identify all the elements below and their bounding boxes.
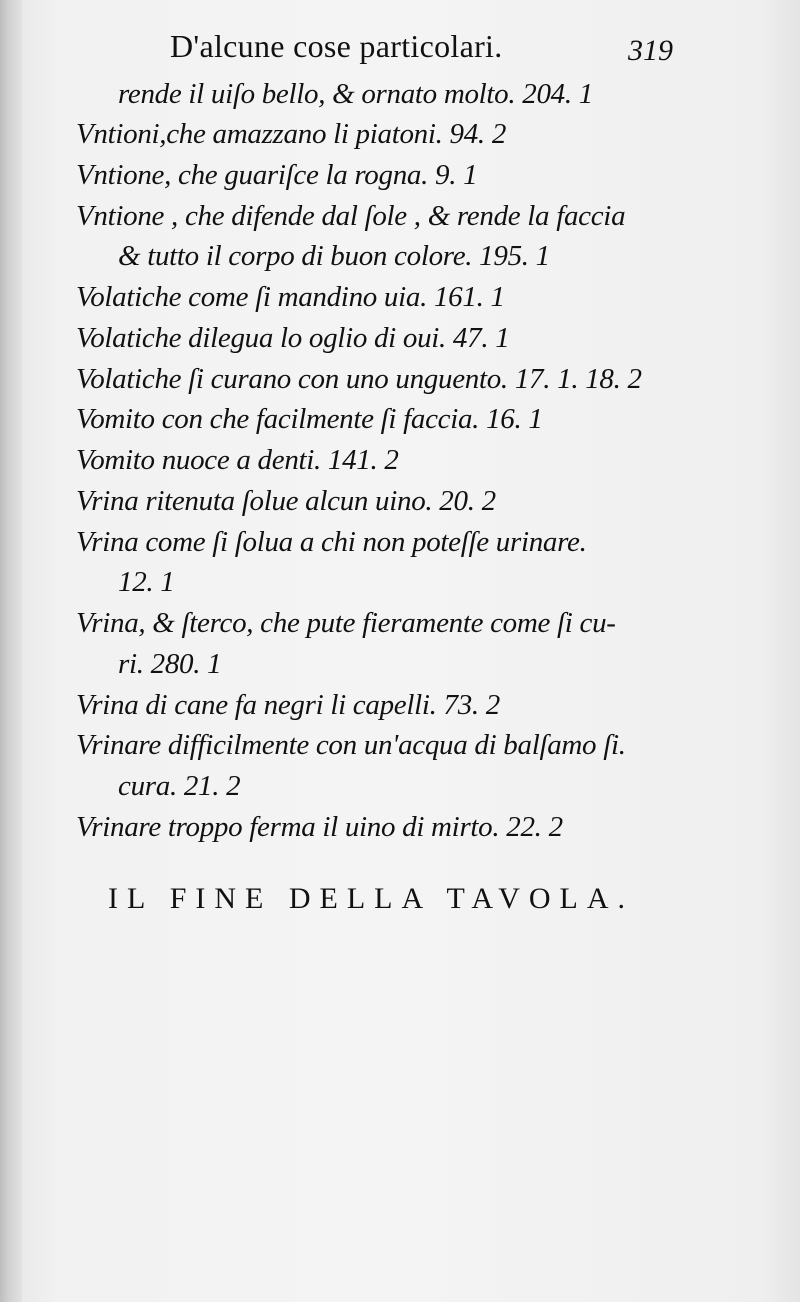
index-line: rende il uiſo bello, & ornato molto. 204. 1 bbox=[118, 78, 593, 110]
index-line: Vrina di cane fa negri li capelli. 73. 2 bbox=[76, 689, 501, 721]
page-header bbox=[170, 28, 690, 72]
index-line: 12. 1 bbox=[118, 566, 175, 598]
index-line: Vrinare difficilmente con un'acqua di balſamo ſi. bbox=[76, 729, 626, 761]
index-line: Volatiche come ſi mandino uia. 161. 1 bbox=[76, 281, 505, 313]
page-number: 319 bbox=[628, 34, 673, 67]
index-line: cura. 21. 2 bbox=[118, 770, 241, 802]
index-line: Vrinare troppo ferma il uino di mirto. 22. 2 bbox=[76, 811, 563, 843]
index-line: Vrina come ſi ſolua a chi non poteſſe urinare. bbox=[76, 526, 587, 558]
page-gutter bbox=[0, 0, 22, 1302]
index-line: & tutto il corpo di buon colore. 195. 1 bbox=[118, 240, 550, 272]
index-line: Volatiche ſi curano con uno unguento. 17. 1. 18. 2 bbox=[76, 363, 642, 395]
index-line: Vomito con che facilmente ſi faccia. 16. 1 bbox=[76, 403, 543, 435]
index-line: Volatiche dilegua lo oglio di oui. 47. 1 bbox=[76, 322, 510, 354]
index-line: ri. 280. 1 bbox=[118, 648, 222, 680]
index-line: Vomito nuoce a denti. 141. 2 bbox=[76, 444, 399, 476]
index-line: Vntioni,che amazzano li piatoni. 94. 2 bbox=[76, 118, 507, 150]
index-line: Vntione , che difende dal ſole , & rende la faccia bbox=[76, 200, 626, 232]
index-line: Vrina, & ſterco, che pute fieramente come ſi cu- bbox=[76, 607, 616, 639]
running-title: D'alcune cose particolari. bbox=[170, 28, 503, 64]
colophon: IL FINE DELLA TAVOLA. bbox=[108, 882, 635, 915]
index-line: Vrina ritenuta ſolue alcun uino. 20. 2 bbox=[76, 485, 496, 517]
index-line: Vntione, che guariſce la rogna. 9. 1 bbox=[76, 159, 478, 191]
